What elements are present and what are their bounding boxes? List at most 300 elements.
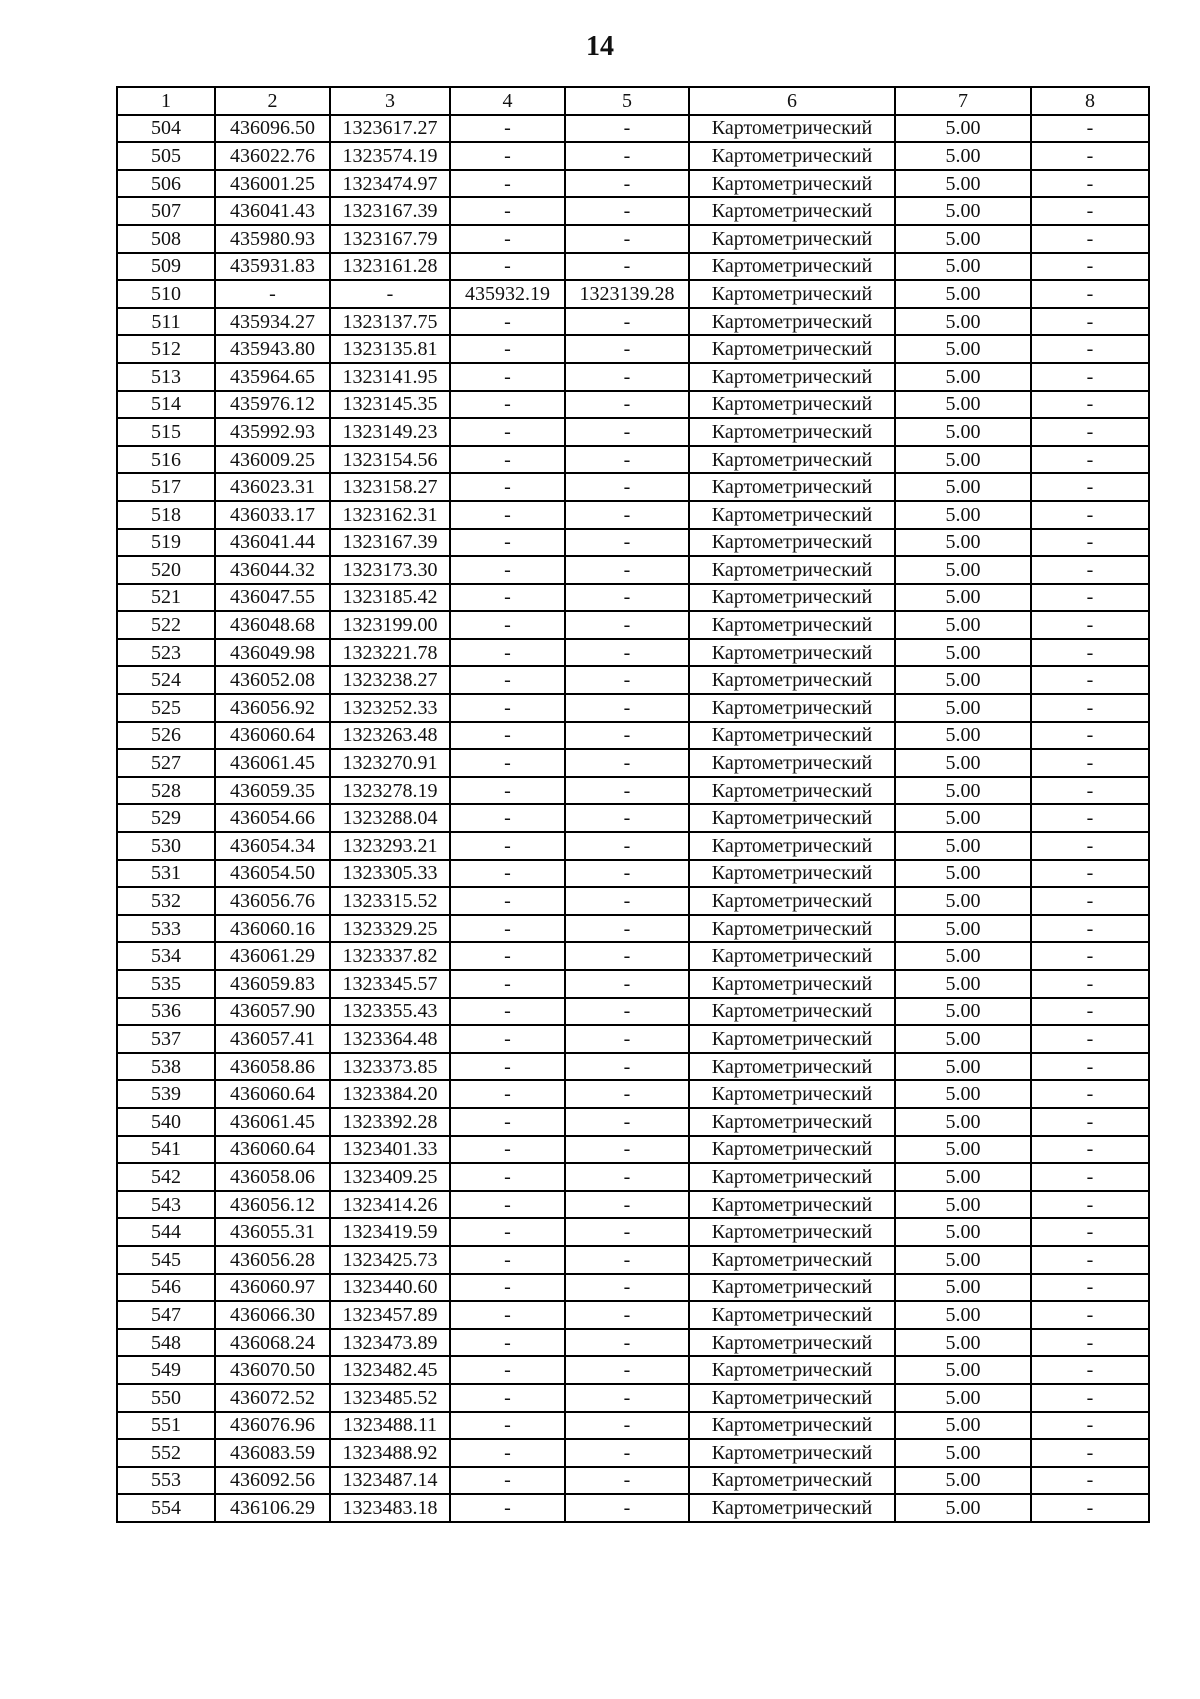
point-number-cell: 506: [117, 170, 215, 198]
x-coordinate-alt-cell: -: [450, 1439, 565, 1467]
coordinates-table: [116, 86, 1150, 1523]
table-row: [117, 584, 1149, 612]
y-coordinate-alt-cell: -: [565, 556, 689, 584]
table-row: [117, 142, 1149, 170]
x-coordinate-alt-cell: -: [450, 556, 565, 584]
x-coordinate-cell: 436048.68: [215, 611, 330, 639]
method-cell: Картометрический: [689, 860, 895, 888]
x-coordinate-alt-cell: -: [450, 694, 565, 722]
method-cell: Картометрический: [689, 942, 895, 970]
note-cell: -: [1031, 1356, 1149, 1384]
x-coordinate-cell: 436061.45: [215, 1108, 330, 1136]
accuracy-cell: 5.00: [895, 666, 1031, 694]
accuracy-cell: 5.00: [895, 1136, 1031, 1164]
note-cell: -: [1031, 777, 1149, 805]
x-coordinate-alt-cell: -: [450, 446, 565, 474]
accuracy-cell: 5.00: [895, 942, 1031, 970]
point-number-cell: 512: [117, 335, 215, 363]
point-number-cell: 547: [117, 1301, 215, 1329]
x-coordinate-cell: 436061.45: [215, 749, 330, 777]
y-coordinate-alt-cell: -: [565, 804, 689, 832]
x-coordinate-cell: 436056.12: [215, 1191, 330, 1219]
method-cell: Картометрический: [689, 694, 895, 722]
accuracy-cell: 5.00: [895, 280, 1031, 308]
y-coordinate-cell: 1323384.20: [330, 1080, 450, 1108]
y-coordinate-alt-cell: -: [565, 308, 689, 336]
table-row: [117, 501, 1149, 529]
x-coordinate-alt-cell: -: [450, 584, 565, 612]
note-cell: -: [1031, 418, 1149, 446]
y-coordinate-cell: 1323474.97: [330, 170, 450, 198]
y-coordinate-cell: 1323149.23: [330, 418, 450, 446]
table-row: [117, 694, 1149, 722]
point-number-cell: 505: [117, 142, 215, 170]
note-cell: -: [1031, 170, 1149, 198]
y-coordinate-alt-cell: -: [565, 1356, 689, 1384]
method-cell: Картометрический: [689, 1246, 895, 1274]
accuracy-cell: 5.00: [895, 1412, 1031, 1440]
y-coordinate-alt-cell: -: [565, 335, 689, 363]
y-coordinate-alt-cell: -: [565, 970, 689, 998]
accuracy-cell: 5.00: [895, 998, 1031, 1026]
table-row: [117, 280, 1149, 308]
table-row: [117, 1218, 1149, 1246]
point-number-cell: 546: [117, 1274, 215, 1302]
y-coordinate-cell: 1323270.91: [330, 749, 450, 777]
method-cell: Картометрический: [689, 1163, 895, 1191]
point-number-cell: 504: [117, 115, 215, 143]
y-coordinate-alt-cell: -: [565, 777, 689, 805]
x-coordinate-cell: 436072.52: [215, 1384, 330, 1412]
accuracy-cell: 5.00: [895, 1329, 1031, 1357]
x-coordinate-alt-cell: -: [450, 998, 565, 1026]
table-row: [117, 804, 1149, 832]
x-coordinate-alt-cell: -: [450, 777, 565, 805]
x-coordinate-cell: 436056.76: [215, 887, 330, 915]
x-coordinate-cell: 436092.56: [215, 1467, 330, 1495]
table-row: [117, 1412, 1149, 1440]
y-coordinate-cell: 1323199.00: [330, 611, 450, 639]
y-coordinate-alt-cell: -: [565, 529, 689, 557]
method-cell: Картометрический: [689, 1412, 895, 1440]
y-coordinate-alt-cell: -: [565, 1494, 689, 1522]
method-cell: Картометрический: [689, 666, 895, 694]
x-coordinate-cell: 436041.44: [215, 529, 330, 557]
y-coordinate-alt-cell: -: [565, 860, 689, 888]
accuracy-cell: 5.00: [895, 556, 1031, 584]
y-coordinate-alt-cell: -: [565, 1163, 689, 1191]
x-coordinate-alt-cell: -: [450, 1136, 565, 1164]
table-row: [117, 1467, 1149, 1495]
point-number-cell: 509: [117, 253, 215, 281]
method-cell: Картометрический: [689, 1108, 895, 1136]
table-row: [117, 1439, 1149, 1467]
point-number-cell: 551: [117, 1412, 215, 1440]
method-cell: Картометрический: [689, 253, 895, 281]
note-cell: -: [1031, 115, 1149, 143]
accuracy-cell: 5.00: [895, 694, 1031, 722]
accuracy-cell: 5.00: [895, 1191, 1031, 1219]
y-coordinate-alt-cell: -: [565, 391, 689, 419]
y-coordinate-cell: 1323345.57: [330, 970, 450, 998]
x-coordinate-alt-cell: -: [450, 804, 565, 832]
table-row: [117, 308, 1149, 336]
table-row: [117, 335, 1149, 363]
x-coordinate-cell: 436066.30: [215, 1301, 330, 1329]
table-row: [117, 1191, 1149, 1219]
x-coordinate-alt-cell: -: [450, 1412, 565, 1440]
point-number-cell: 514: [117, 391, 215, 419]
x-coordinate-alt-cell: -: [450, 115, 565, 143]
x-coordinate-alt-cell: -: [450, 501, 565, 529]
x-coordinate-alt-cell: -: [450, 1467, 565, 1495]
method-cell: Картометрический: [689, 777, 895, 805]
y-coordinate-cell: 1323488.92: [330, 1439, 450, 1467]
x-coordinate-alt-cell: -: [450, 197, 565, 225]
x-coordinate-alt-cell: -: [450, 1384, 565, 1412]
header-row: [117, 87, 1149, 115]
x-coordinate-cell: 436061.29: [215, 942, 330, 970]
x-coordinate-cell: 436060.97: [215, 1274, 330, 1302]
table-row: [117, 1163, 1149, 1191]
y-coordinate-cell: 1323355.43: [330, 998, 450, 1026]
accuracy-cell: 5.00: [895, 915, 1031, 943]
method-cell: Картометрический: [689, 115, 895, 143]
note-cell: -: [1031, 363, 1149, 391]
x-coordinate-cell: 436056.28: [215, 1246, 330, 1274]
table-row: [117, 473, 1149, 501]
y-coordinate-cell: 1323167.39: [330, 197, 450, 225]
table-row: [117, 446, 1149, 474]
point-number-cell: 517: [117, 473, 215, 501]
y-coordinate-cell: 1323473.89: [330, 1329, 450, 1357]
table-header: [117, 87, 1149, 115]
x-coordinate-alt-cell: -: [450, 1246, 565, 1274]
table-row: [117, 253, 1149, 281]
note-cell: -: [1031, 860, 1149, 888]
method-cell: Картометрический: [689, 1080, 895, 1108]
x-coordinate-alt-cell: -: [450, 391, 565, 419]
x-coordinate-cell: 436022.76: [215, 142, 330, 170]
method-cell: Картометрический: [689, 804, 895, 832]
y-coordinate-alt-cell: -: [565, 225, 689, 253]
x-coordinate-alt-cell: -: [450, 887, 565, 915]
x-coordinate-alt-cell: -: [450, 1163, 565, 1191]
accuracy-cell: 5.00: [895, 1053, 1031, 1081]
accuracy-cell: 5.00: [895, 446, 1031, 474]
x-coordinate-alt-cell: -: [450, 860, 565, 888]
point-number-cell: 516: [117, 446, 215, 474]
x-coordinate-alt-cell: -: [450, 308, 565, 336]
note-cell: -: [1031, 666, 1149, 694]
accuracy-cell: 5.00: [895, 501, 1031, 529]
note-cell: -: [1031, 1080, 1149, 1108]
method-cell: Картометрический: [689, 142, 895, 170]
method-cell: Картометрический: [689, 749, 895, 777]
y-coordinate-cell: 1323185.42: [330, 584, 450, 612]
note-cell: -: [1031, 335, 1149, 363]
point-number-cell: 518: [117, 501, 215, 529]
method-cell: Картометрический: [689, 1329, 895, 1357]
y-coordinate-cell: 1323154.56: [330, 446, 450, 474]
y-coordinate-cell: 1323263.48: [330, 722, 450, 750]
accuracy-cell: 5.00: [895, 804, 1031, 832]
column-header: 6: [689, 87, 895, 115]
y-coordinate-alt-cell: -: [565, 1136, 689, 1164]
method-cell: Картометрический: [689, 1025, 895, 1053]
y-coordinate-cell: 1323135.81: [330, 335, 450, 363]
method-cell: Картометрический: [689, 639, 895, 667]
note-cell: -: [1031, 446, 1149, 474]
table-row: [117, 1246, 1149, 1274]
y-coordinate-alt-cell: -: [565, 197, 689, 225]
note-cell: -: [1031, 722, 1149, 750]
table-row: [117, 556, 1149, 584]
table-row: [117, 391, 1149, 419]
note-cell: -: [1031, 473, 1149, 501]
x-coordinate-cell: 436001.25: [215, 170, 330, 198]
x-coordinate-alt-cell: -: [450, 142, 565, 170]
table-row: [117, 1053, 1149, 1081]
x-coordinate-alt-cell: -: [450, 363, 565, 391]
method-cell: Картометрический: [689, 722, 895, 750]
y-coordinate-cell: 1323162.31: [330, 501, 450, 529]
accuracy-cell: 5.00: [895, 749, 1031, 777]
point-number-cell: 525: [117, 694, 215, 722]
y-coordinate-cell: 1323617.27: [330, 115, 450, 143]
note-cell: -: [1031, 804, 1149, 832]
accuracy-cell: 5.00: [895, 1439, 1031, 1467]
y-coordinate-alt-cell: -: [565, 170, 689, 198]
point-number-cell: 513: [117, 363, 215, 391]
x-coordinate-alt-cell: -: [450, 418, 565, 446]
note-cell: -: [1031, 998, 1149, 1026]
column-header: 7: [895, 87, 1031, 115]
x-coordinate-alt-cell: -: [450, 749, 565, 777]
method-cell: Картометрический: [689, 584, 895, 612]
y-coordinate-cell: 1323141.95: [330, 363, 450, 391]
x-coordinate-cell: 436096.50: [215, 115, 330, 143]
accuracy-cell: 5.00: [895, 1494, 1031, 1522]
note-cell: -: [1031, 1467, 1149, 1495]
x-coordinate-alt-cell: -: [450, 611, 565, 639]
method-cell: Картометрический: [689, 1384, 895, 1412]
table-row: [117, 1384, 1149, 1412]
table-row: [117, 363, 1149, 391]
table-row: [117, 666, 1149, 694]
y-coordinate-alt-cell: -: [565, 998, 689, 1026]
method-cell: Картометрический: [689, 170, 895, 198]
column-header: 5: [565, 87, 689, 115]
point-number-cell: 520: [117, 556, 215, 584]
point-number-cell: 548: [117, 1329, 215, 1357]
table-row: [117, 942, 1149, 970]
accuracy-cell: 5.00: [895, 335, 1031, 363]
y-coordinate-alt-cell: -: [565, 1384, 689, 1412]
x-coordinate-cell: 436056.92: [215, 694, 330, 722]
table-row: [117, 1080, 1149, 1108]
method-cell: Картометрический: [689, 308, 895, 336]
y-coordinate-alt-cell: -: [565, 1274, 689, 1302]
method-cell: Картометрический: [689, 1053, 895, 1081]
x-coordinate-alt-cell: -: [450, 722, 565, 750]
accuracy-cell: 5.00: [895, 363, 1031, 391]
y-coordinate-alt-cell: -: [565, 115, 689, 143]
y-coordinate-cell: 1323167.79: [330, 225, 450, 253]
point-number-cell: 507: [117, 197, 215, 225]
y-coordinate-cell: 1323167.39: [330, 529, 450, 557]
x-coordinate-cell: 435976.12: [215, 391, 330, 419]
point-number-cell: 536: [117, 998, 215, 1026]
x-coordinate-cell: 436047.55: [215, 584, 330, 612]
x-coordinate-cell: 436059.83: [215, 970, 330, 998]
y-coordinate-alt-cell: -: [565, 1053, 689, 1081]
accuracy-cell: 5.00: [895, 418, 1031, 446]
point-number-cell: 521: [117, 584, 215, 612]
accuracy-cell: 5.00: [895, 584, 1031, 612]
accuracy-cell: 5.00: [895, 1108, 1031, 1136]
x-coordinate-cell: 435943.80: [215, 335, 330, 363]
x-coordinate-cell: 435934.27: [215, 308, 330, 336]
y-coordinate-cell: 1323457.89: [330, 1301, 450, 1329]
x-coordinate-cell: 436054.34: [215, 832, 330, 860]
y-coordinate-cell: 1323425.73: [330, 1246, 450, 1274]
method-cell: Картометрический: [689, 1356, 895, 1384]
x-coordinate-cell: 435931.83: [215, 253, 330, 281]
note-cell: -: [1031, 942, 1149, 970]
note-cell: -: [1031, 915, 1149, 943]
note-cell: -: [1031, 1301, 1149, 1329]
x-coordinate-alt-cell: 435932.19: [450, 280, 565, 308]
point-number-cell: 545: [117, 1246, 215, 1274]
point-number-cell: 510: [117, 280, 215, 308]
x-coordinate-alt-cell: -: [450, 1025, 565, 1053]
note-cell: -: [1031, 1163, 1149, 1191]
accuracy-cell: 5.00: [895, 253, 1031, 281]
y-coordinate-cell: 1323409.25: [330, 1163, 450, 1191]
point-number-cell: 552: [117, 1439, 215, 1467]
note-cell: -: [1031, 1384, 1149, 1412]
method-cell: Картометрический: [689, 1301, 895, 1329]
accuracy-cell: 5.00: [895, 1301, 1031, 1329]
point-number-cell: 544: [117, 1218, 215, 1246]
y-coordinate-cell: 1323278.19: [330, 777, 450, 805]
method-cell: Картометрический: [689, 225, 895, 253]
note-cell: -: [1031, 1439, 1149, 1467]
accuracy-cell: 5.00: [895, 1274, 1031, 1302]
x-coordinate-alt-cell: -: [450, 1108, 565, 1136]
x-coordinate-cell: 436044.32: [215, 556, 330, 584]
accuracy-cell: 5.00: [895, 860, 1031, 888]
x-coordinate-cell: 436055.31: [215, 1218, 330, 1246]
table-row: [117, 115, 1149, 143]
y-coordinate-cell: 1323364.48: [330, 1025, 450, 1053]
accuracy-cell: 5.00: [895, 308, 1031, 336]
note-cell: -: [1031, 832, 1149, 860]
note-cell: -: [1031, 1494, 1149, 1522]
table-row: [117, 749, 1149, 777]
y-coordinate-alt-cell: 1323139.28: [565, 280, 689, 308]
y-coordinate-cell: 1323485.52: [330, 1384, 450, 1412]
table-row: [117, 529, 1149, 557]
point-number-cell: 550: [117, 1384, 215, 1412]
accuracy-cell: 5.00: [895, 1356, 1031, 1384]
note-cell: -: [1031, 694, 1149, 722]
y-coordinate-alt-cell: -: [565, 142, 689, 170]
accuracy-cell: 5.00: [895, 1163, 1031, 1191]
column-header: 8: [1031, 87, 1149, 115]
note-cell: -: [1031, 611, 1149, 639]
y-coordinate-alt-cell: -: [565, 887, 689, 915]
note-cell: -: [1031, 556, 1149, 584]
y-coordinate-cell: 1323137.75: [330, 308, 450, 336]
accuracy-cell: 5.00: [895, 887, 1031, 915]
note-cell: -: [1031, 970, 1149, 998]
method-cell: Картометрический: [689, 335, 895, 363]
y-coordinate-alt-cell: -: [565, 1025, 689, 1053]
point-number-cell: 524: [117, 666, 215, 694]
y-coordinate-cell: 1323329.25: [330, 915, 450, 943]
table-body: [117, 115, 1149, 1522]
table-row: [117, 418, 1149, 446]
note-cell: -: [1031, 1025, 1149, 1053]
y-coordinate-cell: 1323574.19: [330, 142, 450, 170]
x-coordinate-alt-cell: -: [450, 225, 565, 253]
table-row: [117, 860, 1149, 888]
note-cell: -: [1031, 887, 1149, 915]
method-cell: Картометрический: [689, 1439, 895, 1467]
point-number-cell: 553: [117, 1467, 215, 1495]
note-cell: -: [1031, 749, 1149, 777]
note-cell: -: [1031, 253, 1149, 281]
y-coordinate-cell: 1323487.14: [330, 1467, 450, 1495]
column-header: 3: [330, 87, 450, 115]
accuracy-cell: 5.00: [895, 391, 1031, 419]
y-coordinate-cell: 1323252.33: [330, 694, 450, 722]
x-coordinate-cell: 436068.24: [215, 1329, 330, 1357]
x-coordinate-cell: 436060.64: [215, 1080, 330, 1108]
table-row: [117, 1356, 1149, 1384]
table-row: [117, 1329, 1149, 1357]
x-coordinate-cell: 436083.59: [215, 1439, 330, 1467]
accuracy-cell: 5.00: [895, 1218, 1031, 1246]
y-coordinate-alt-cell: -: [565, 418, 689, 446]
table-row: [117, 1025, 1149, 1053]
y-coordinate-alt-cell: -: [565, 611, 689, 639]
point-number-cell: 538: [117, 1053, 215, 1081]
point-number-cell: 539: [117, 1080, 215, 1108]
y-coordinate-alt-cell: -: [565, 1191, 689, 1219]
point-number-cell: 534: [117, 942, 215, 970]
x-coordinate-alt-cell: -: [450, 1329, 565, 1357]
x-coordinate-alt-cell: -: [450, 253, 565, 281]
x-coordinate-alt-cell: -: [450, 942, 565, 970]
y-coordinate-alt-cell: -: [565, 942, 689, 970]
note-cell: -: [1031, 142, 1149, 170]
y-coordinate-cell: 1323337.82: [330, 942, 450, 970]
method-cell: Картометрический: [689, 611, 895, 639]
y-coordinate-alt-cell: -: [565, 1246, 689, 1274]
method-cell: Картометрический: [689, 391, 895, 419]
y-coordinate-cell: 1323161.28: [330, 253, 450, 281]
y-coordinate-alt-cell: -: [565, 1412, 689, 1440]
table-row: [117, 611, 1149, 639]
point-number-cell: 541: [117, 1136, 215, 1164]
point-number-cell: 528: [117, 777, 215, 805]
x-coordinate-cell: 436060.64: [215, 722, 330, 750]
x-coordinate-cell: 436057.41: [215, 1025, 330, 1053]
point-number-cell: 554: [117, 1494, 215, 1522]
